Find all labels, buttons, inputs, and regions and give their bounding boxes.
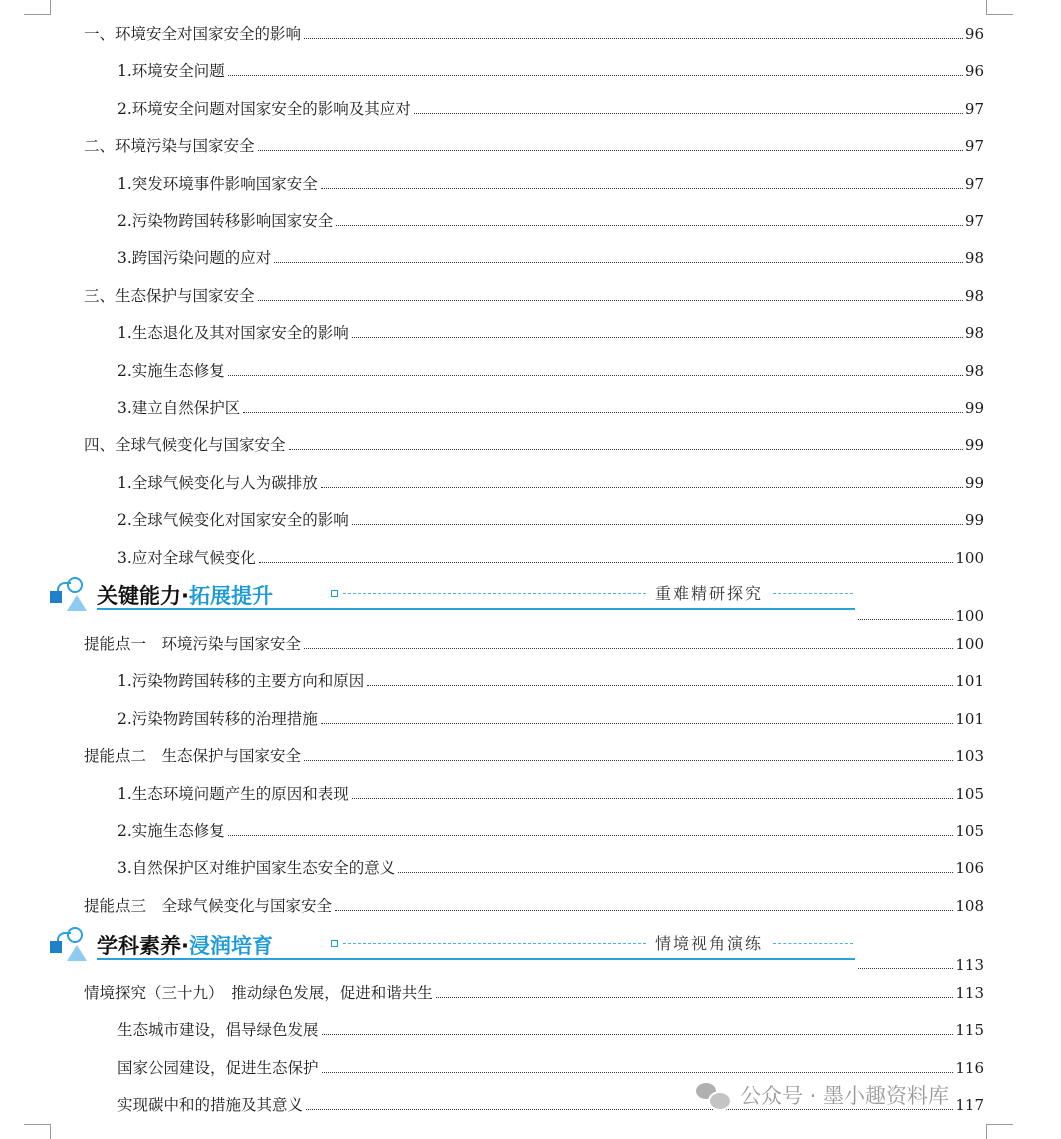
dot-leader	[304, 648, 953, 649]
entry-title: 提能点三 全球气候变化与国家安全	[84, 897, 333, 915]
entry-title: 2.实施生态修复	[117, 822, 225, 840]
dot-leader	[436, 997, 954, 998]
dot-leader	[304, 38, 963, 39]
dot-leader	[258, 300, 963, 301]
toc-subentry[interactable]	[117, 1056, 984, 1078]
section-banner-subject-literacy	[50, 930, 855, 964]
toc-subentry[interactable]	[117, 471, 984, 493]
toc-subentry[interactable]	[117, 321, 984, 343]
banner-triangle-icon	[67, 595, 87, 611]
toc-entry[interactable]	[84, 744, 984, 766]
section-banner-key-abilities	[50, 580, 855, 614]
toc-subentry[interactable]	[117, 819, 984, 841]
dot-leader	[322, 1072, 954, 1073]
page-number: 99	[964, 474, 984, 492]
page-number: 106	[955, 859, 984, 877]
banner-dash-line	[343, 943, 646, 944]
entry-title: 2.污染物跨国转移的治理措施	[117, 710, 318, 728]
dot-leader	[258, 150, 963, 151]
entry-title: 2.全球气候变化对国家安全的影响	[117, 511, 349, 529]
page-number: 96	[964, 62, 984, 80]
banner-decoration	[67, 577, 83, 593]
toc-entry[interactable]	[84, 632, 984, 654]
page-number: 116	[955, 1059, 984, 1077]
page-number: 97	[964, 212, 984, 230]
entry-title: 1.生态退化及其对国家安全的影响	[117, 324, 349, 342]
banner-square-icon	[50, 941, 62, 953]
banner-underline	[97, 608, 855, 610]
dot-leader	[228, 835, 954, 836]
page-number: 101	[955, 672, 984, 690]
page-number: 100	[955, 549, 984, 567]
dot-leader	[335, 910, 953, 911]
banner-underline	[97, 958, 855, 960]
entry-title: 提能点二 生态保护与国家安全	[84, 747, 302, 765]
toc-entry[interactable]	[84, 433, 984, 455]
toc-subentry[interactable]	[117, 856, 984, 878]
entry-title: 3.建立自然保护区	[117, 399, 241, 417]
banner-decoration	[67, 927, 83, 943]
watermark-text: 公众号 · 墨小趣资料库	[740, 1084, 950, 1108]
page-number: 108	[955, 897, 984, 915]
toc-subentry[interactable]	[117, 782, 984, 804]
banner-title: 关键能力·拓展提升	[97, 584, 273, 608]
toc-subentry[interactable]	[117, 359, 984, 381]
page-number: 98	[964, 249, 984, 267]
banner-dash-line	[773, 593, 853, 594]
page-number: 103	[955, 747, 984, 765]
toc-subentry[interactable]	[117, 396, 984, 418]
entry-title: 提能点一 环境污染与国家安全	[84, 635, 302, 653]
toc-subentry[interactable]	[117, 209, 984, 231]
dot-leader	[259, 562, 954, 563]
page-number: 100	[955, 635, 984, 653]
toc-entry[interactable]	[84, 981, 984, 1003]
toc-subentry[interactable]	[117, 1018, 984, 1040]
page-number: 98	[964, 287, 984, 305]
dot-leader	[228, 375, 963, 376]
banner-triangle-icon	[67, 945, 87, 961]
entry-title: 2.环境安全问题对国家安全的影响及其应对	[117, 100, 411, 118]
page-number: 97	[964, 137, 984, 155]
page-number: 115	[955, 1021, 984, 1039]
banner-dash-line	[773, 943, 853, 944]
page-number: 97	[964, 175, 984, 193]
dot-leader	[352, 524, 963, 525]
banner-subtitle: 重难精研探究	[655, 584, 764, 603]
entry-title: 生态城市建设，倡导绿色发展	[117, 1021, 319, 1039]
dot-leader	[304, 760, 953, 761]
dot-leader	[414, 113, 963, 114]
dot-leader	[398, 872, 953, 873]
watermark	[696, 1080, 949, 1110]
toc-subentry[interactable]	[117, 546, 984, 568]
page-number: 105	[955, 785, 984, 803]
entry-title: 一、环境安全对国家安全的影响	[84, 25, 302, 43]
dot-leader	[274, 262, 963, 263]
entry-title: 三、生态保护与国家安全	[84, 287, 255, 305]
section-page-entry	[858, 952, 984, 974]
page-number: 99	[964, 436, 984, 454]
page-number: 98	[964, 362, 984, 380]
entry-title: 情境探究（三十九） 推动绿色发展，促进和谐共生	[84, 984, 433, 1002]
page-number: 99	[964, 399, 984, 417]
toc-subentry[interactable]	[117, 59, 984, 81]
entry-title: 1.环境安全问题	[117, 62, 225, 80]
toc-subentry[interactable]	[117, 508, 984, 530]
entry-title: 1.生态环境问题产生的原因和表现	[117, 785, 349, 803]
crop-mark-top-right	[986, 0, 1013, 15]
wechat-icon	[696, 1081, 730, 1109]
toc-subentry[interactable]	[117, 669, 984, 691]
dot-leader	[367, 685, 953, 686]
entry-title: 2.污染物跨国转移影响国家安全	[117, 212, 334, 230]
dot-leader	[228, 75, 963, 76]
toc-entry[interactable]	[84, 22, 984, 44]
dot-leader	[352, 337, 963, 338]
banner-square-icon	[50, 591, 62, 603]
crop-mark-bottom-right	[986, 1124, 1013, 1139]
entry-title: 实现碳中和的措施及其意义	[117, 1096, 304, 1114]
dot-leader	[352, 798, 954, 799]
page-number: 113	[955, 956, 984, 974]
dot-leader	[243, 412, 963, 413]
toc-subentry[interactable]	[117, 97, 984, 119]
dot-leader	[336, 225, 963, 226]
page-number: 101	[955, 710, 984, 728]
entry-title: 国家公园建设，促进生态保护	[117, 1059, 319, 1077]
toc-entry[interactable]	[84, 134, 984, 156]
banner-title: 学科素养·浸润培育	[97, 934, 273, 958]
dot-leader	[321, 723, 954, 724]
toc-entry[interactable]	[84, 894, 984, 916]
banner-subtitle: 情境视角演练	[655, 934, 764, 953]
toc-subentry[interactable]	[117, 707, 984, 729]
section-page-entry	[858, 603, 984, 625]
page-number: 97	[964, 100, 984, 118]
entry-title: 3.跨国污染问题的应对	[117, 249, 272, 267]
banner-dash-line	[343, 593, 646, 594]
toc-subentry[interactable]	[117, 246, 984, 268]
entry-title: 四、全球气候变化与国家安全	[84, 436, 286, 454]
entry-title: 1.全球气候变化与人为碳排放	[117, 474, 318, 492]
page-number: 117	[955, 1096, 984, 1114]
banner-marker-icon	[331, 590, 338, 597]
dot-leader	[289, 449, 963, 450]
entry-title: 1.污染物跨国转移的主要方向和原因	[117, 672, 365, 690]
crop-mark-bottom-left	[24, 1124, 51, 1139]
entry-title: 1.突发环境事件影响国家安全	[117, 175, 318, 193]
page-number: 99	[964, 511, 984, 529]
banner-marker-icon	[331, 940, 338, 947]
toc-entry[interactable]	[84, 284, 984, 306]
crop-mark-top-left	[24, 0, 51, 15]
entry-title: 2.实施生态修复	[117, 362, 225, 380]
page-number: 96	[964, 25, 984, 43]
dot-leader	[322, 1034, 954, 1035]
page-number: 100	[955, 607, 984, 625]
dot-leader	[321, 487, 963, 488]
toc-subentry[interactable]	[117, 172, 984, 194]
page-number: 98	[964, 324, 984, 342]
page-number: 105	[955, 822, 984, 840]
page-number: 113	[955, 984, 984, 1002]
entry-title: 3.自然保护区对维护国家生态安全的意义	[117, 859, 396, 877]
entry-title: 二、环境污染与国家安全	[84, 137, 255, 155]
dot-leader	[321, 188, 963, 189]
entry-title: 3.应对全球气候变化	[117, 549, 256, 567]
